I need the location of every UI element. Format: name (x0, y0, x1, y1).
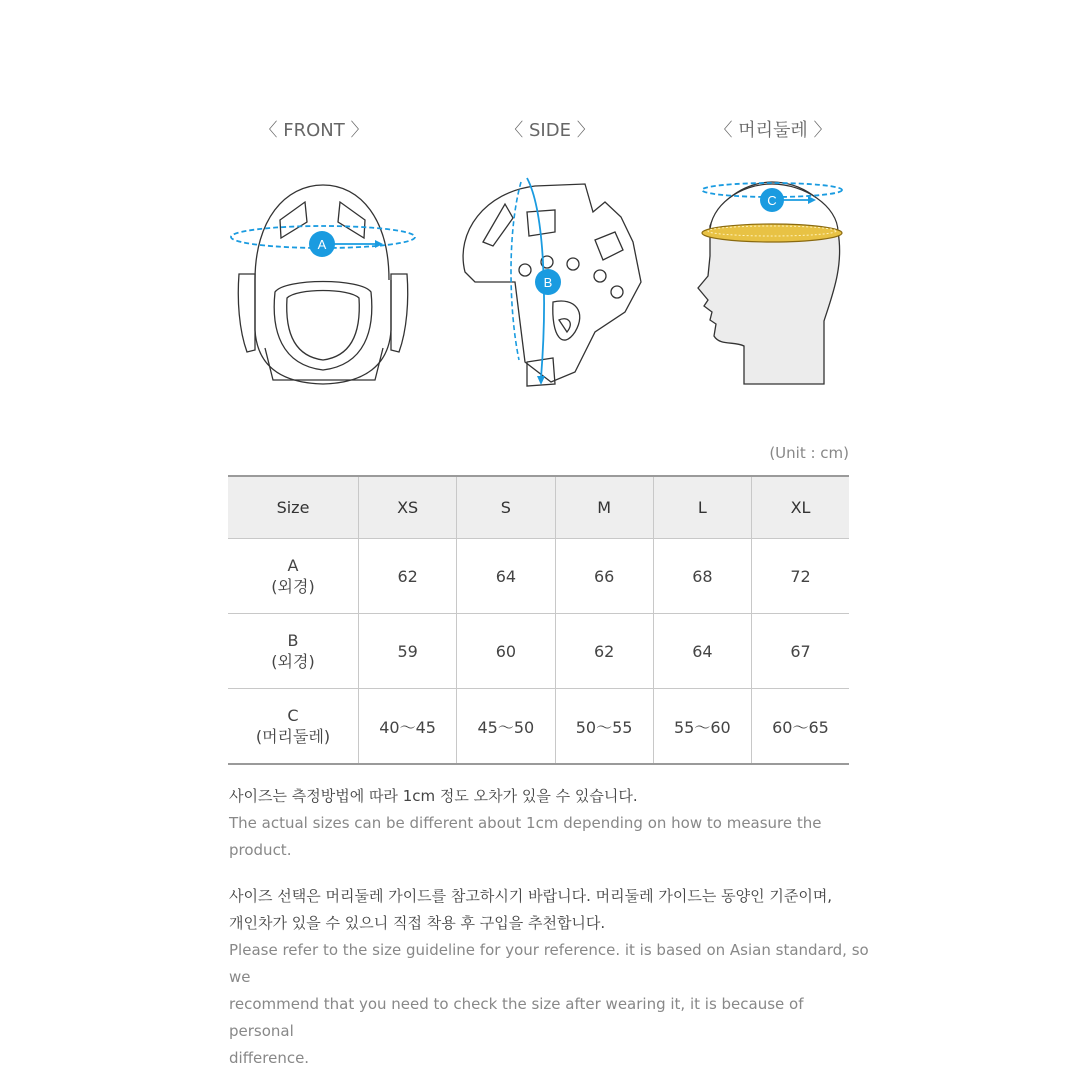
header-size: Size (276, 498, 310, 517)
table-cell: 67 (752, 614, 850, 689)
header-s: S (457, 476, 555, 539)
note-en-2c: difference. (229, 1049, 310, 1067)
side-view-label: 〈 SIDE 〉 (505, 120, 595, 141)
header-m: M (555, 476, 653, 539)
table-cell: 66 (555, 539, 653, 614)
row-label: C (287, 706, 299, 725)
marker-a-label: A (317, 237, 327, 252)
table-cell: 68 (653, 539, 751, 614)
row-label: A (287, 556, 299, 575)
table-cell: 60 (457, 614, 555, 689)
header-xl: XL (752, 476, 850, 539)
table-row (228, 689, 849, 765)
size-table (228, 475, 849, 765)
table-cell: 60～65 (752, 689, 850, 765)
row-header (228, 614, 359, 689)
table-header-row (228, 476, 849, 539)
table-cell: 40～45 (359, 689, 457, 765)
header-xs: XS (359, 476, 457, 539)
side-helmet-illustration (455, 172, 655, 392)
head-view-label: 〈 머리둘레 〉 (714, 120, 832, 141)
front-helmet-illustration (225, 180, 425, 390)
row-sublabel: (머리둘레) (255, 727, 331, 746)
table-cell: 64 (457, 539, 555, 614)
note-ko-1: 사이즈는 측정방법에 따라 1cm 정도 오차가 있을 수 있습니다. (229, 787, 638, 805)
unit-note: (Unit : cm) (769, 444, 849, 462)
table-cell: 62 (555, 614, 653, 689)
row-sublabel: (외경) (271, 652, 315, 671)
row-sublabel: (외경) (271, 577, 315, 596)
table-cell: 59 (359, 614, 457, 689)
note-en-2b: recommend that you need to check the size after wearing it, it is because of personal (229, 995, 804, 1040)
note-en-1: The actual sizes can be different about 1cm depending on how to measure the product. (229, 814, 822, 859)
table-cell: 62 (359, 539, 457, 614)
row-header (228, 689, 359, 765)
front-view-label: 〈 FRONT 〉 (259, 120, 369, 141)
table-cell: 72 (752, 539, 850, 614)
note-ko-2b: 개인차가 있을 수 있으니 직접 착용 후 구입을 추천합니다. (229, 914, 606, 932)
table-cell: 55～60 (653, 689, 751, 765)
table-row (228, 539, 849, 614)
table-cell: 50～55 (555, 689, 653, 765)
marker-c-label: C (767, 193, 777, 208)
table-cell: 45～50 (457, 689, 555, 765)
marker-b-label: B (543, 275, 553, 290)
row-header (228, 539, 359, 614)
table-cell: 64 (653, 614, 751, 689)
table-row (228, 614, 849, 689)
header-l: L (653, 476, 751, 539)
row-label: B (287, 631, 299, 650)
note-en-2a: Please refer to the size guideline for your reference. it is based on Asian standard, so we (229, 941, 869, 986)
head-circumference-illustration (690, 176, 850, 388)
size-notes (229, 783, 869, 1072)
note-ko-2a: 사이즈 선택은 머리둘레 가이드를 참고하시기 바랍니다. 머리둘레 가이드는 동양인 기준이며, (229, 887, 833, 905)
